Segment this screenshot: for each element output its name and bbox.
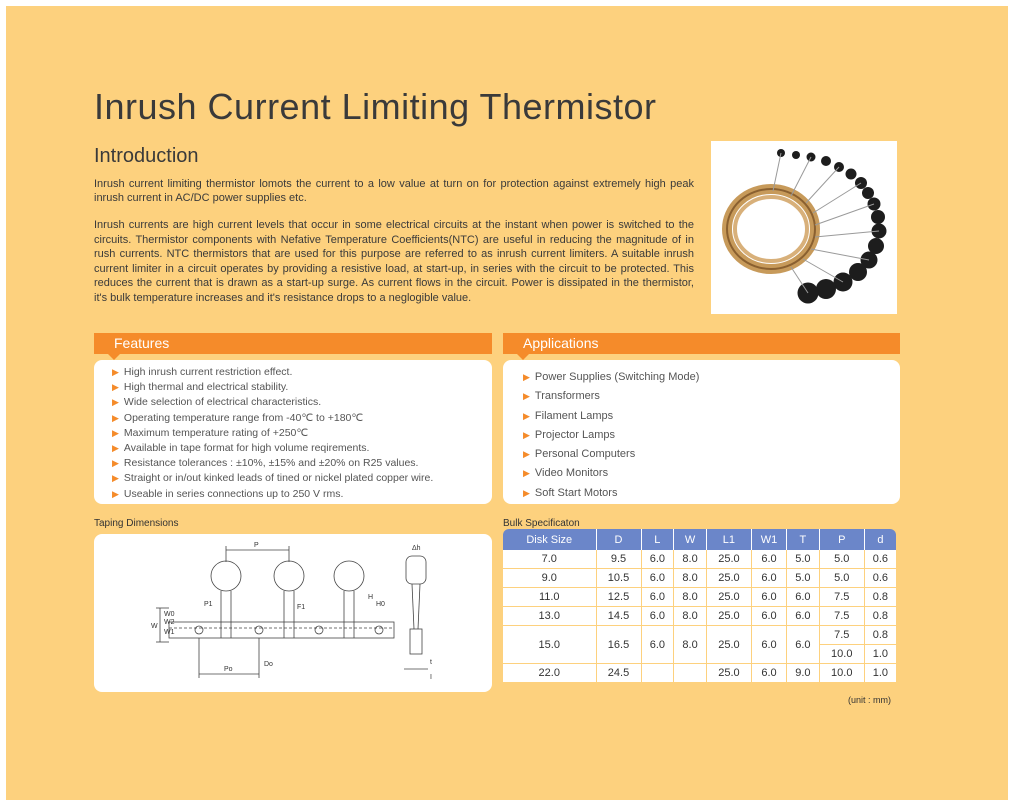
dimension-label: P1 — [204, 601, 213, 608]
list-item: ▶ Power Supplies (Switching Mode) — [523, 371, 700, 383]
taping-diagram — [94, 534, 492, 692]
list-item: ▶ Transformers — [523, 390, 600, 403]
table-cell: 5.0 — [819, 569, 864, 588]
table-cell: 7.5 — [819, 588, 864, 607]
table-row — [503, 607, 896, 626]
table-cell: 6.0 — [641, 607, 674, 626]
table-cell: 10.0 — [819, 664, 864, 683]
thermistor-reel-photo — [711, 141, 897, 314]
table-cell: 6.0 — [641, 626, 674, 664]
list-item: ▶ Maximum temperature rating of +250℃ — [112, 426, 309, 439]
list-item: ▶ Filament Lamps — [523, 409, 614, 422]
table-cell: 6.0 — [787, 588, 820, 607]
arrow-right-icon: ▶ — [112, 382, 119, 393]
table-header-row — [503, 529, 896, 550]
list-item: ▶ Resistance tolerances : ±10%, ±15% and ±20% on R25 values. — [112, 457, 419, 470]
bulk-spec-table — [503, 529, 896, 683]
table-cell: 10.5 — [596, 569, 641, 588]
table-cell: 0.8 — [864, 607, 896, 626]
table-cell: 10.0 — [819, 645, 864, 664]
table-cell: 25.0 — [706, 626, 751, 664]
table-row — [503, 588, 896, 607]
table-cell: 1.0 — [864, 664, 896, 683]
list-item: ▶ Wide selection of electrical characteristics. — [112, 396, 322, 409]
table-row — [503, 550, 896, 569]
arrow-right-icon: ▶ — [112, 397, 119, 408]
table-cell: 7.5 — [819, 626, 864, 645]
table-cell: 25.0 — [706, 607, 751, 626]
table-cell: 9.0 — [787, 664, 820, 683]
table-cell: 5.0 — [819, 550, 864, 569]
table-row — [503, 664, 896, 683]
dimension-label: W1 — [164, 629, 175, 636]
dimension-label: Do — [264, 661, 273, 668]
table-header: W — [674, 529, 707, 550]
table-cell: 0.6 — [864, 569, 896, 588]
table-cell: 7.0 — [503, 550, 596, 569]
dimension-label: H — [368, 594, 374, 601]
intro-paragraph-1: Inrush current limiting thermistor lomots the current to a low value at turn on for protection against extremely high peak inrush current in AC/DC power supplies etc. — [94, 178, 694, 204]
table-row — [503, 626, 896, 645]
table-cell: 0.8 — [864, 588, 896, 607]
intro-paragraph-2: Inrush currents are high current levels that occur in some electrical circuits at the instant when power is switched to the circuits. Thermistor components with Nefative Temperature Coefficients(NTC) are useful in reducing the magnitude of in rush currents. NTC thermistors that are used for this purpose are referred to as inrush current limiters. A suitable inrush current limiter in a circuit operates by providing a resistive load, at start-up, in series with the circuit to be protected. This reduces the current that is drawn as a start-up surge. As current flows in the circuit. Power is dissipated in the thermistor, it's bulk temperature increases and it's resistance drops to a neglogible value. — [94, 219, 694, 304]
dimension-label: F1 — [297, 604, 306, 611]
table-header: P — [819, 529, 864, 550]
list-item: ▶ Video Monitors — [523, 467, 609, 480]
table-cell: 24.5 — [596, 664, 641, 683]
dimension-label: Po — [224, 666, 233, 673]
table-cell: 9.0 — [503, 569, 596, 588]
arrow-right-icon: ▶ — [523, 391, 530, 402]
table-header: L1 — [706, 529, 751, 550]
table-cell: 16.5 — [596, 626, 641, 664]
table-cell: 8.0 — [674, 607, 707, 626]
arrow-right-icon: ▶ — [112, 458, 119, 469]
table-cell: 6.0 — [751, 626, 786, 664]
arrow-right-icon: ▶ — [112, 443, 119, 454]
table-cell: 6.0 — [641, 569, 674, 588]
taping-heading: Taping Dimensions — [94, 518, 179, 529]
table-cell: 11.0 — [503, 588, 596, 607]
table-cell: 13.0 — [503, 607, 596, 626]
dimension-label: t — [430, 659, 432, 666]
table-cell: 6.0 — [751, 607, 786, 626]
applications-box — [503, 360, 900, 504]
arrow-right-icon: ▶ — [523, 449, 530, 460]
table-cell: 6.0 — [641, 550, 674, 569]
table-cell: 6.0 — [751, 664, 786, 683]
dimension-label: H0 — [376, 601, 385, 608]
table-cell: 8.0 — [674, 569, 707, 588]
table-cell: 5.0 — [787, 569, 820, 588]
arrow-right-icon: ▶ — [112, 488, 119, 499]
table-cell: 25.0 — [706, 550, 751, 569]
table-cell: 6.0 — [787, 607, 820, 626]
table-cell: 0.8 — [864, 626, 896, 645]
table-header: Disk Size — [503, 529, 596, 550]
table-header: W1 — [751, 529, 786, 550]
table-cell: 25.0 — [706, 569, 751, 588]
table-cell: 6.0 — [751, 569, 786, 588]
dimension-label: W0 — [164, 611, 175, 618]
unit-note: (unit : mm) — [848, 695, 892, 705]
arrow-right-icon: ▶ — [112, 427, 119, 438]
features-box — [94, 360, 492, 504]
dimension-label: I — [430, 674, 432, 681]
table-cell: 25.0 — [706, 664, 751, 683]
table-cell — [641, 664, 674, 683]
features-list — [112, 365, 433, 502]
table-cell: 6.0 — [751, 550, 786, 569]
dimension-label: W — [151, 623, 158, 630]
table-cell: 1.0 — [864, 645, 896, 664]
features-band — [94, 333, 492, 354]
table-cell: 6.0 — [751, 588, 786, 607]
table-cell: 8.0 — [674, 588, 707, 607]
arrow-right-icon: ▶ — [523, 468, 530, 479]
table-cell: 7.5 — [819, 607, 864, 626]
table-cell: 5.0 — [787, 550, 820, 569]
list-item: ▶ Useable in series connections up to 250 V rms. — [112, 487, 344, 500]
table-cell: 15.0 — [503, 626, 596, 664]
table-cell: 8.0 — [674, 626, 707, 664]
list-item: ▶ Straight or in/out kinked leads of tined or nickel plated copper wire. — [112, 472, 434, 485]
list-item: ▶ Operating temperature range from -40℃ to +180℃ — [112, 411, 364, 424]
arrow-right-icon: ▶ — [112, 473, 119, 484]
arrow-right-icon: ▶ — [523, 487, 530, 498]
list-item: ▶ High inrush current restriction effect. — [112, 366, 293, 378]
table-header: T — [787, 529, 820, 550]
table-cell: 9.5 — [596, 550, 641, 569]
table-cell — [674, 664, 707, 683]
taping-diagram-box — [94, 534, 492, 692]
dimension-label: Δh — [412, 545, 421, 552]
list-item: ▶ Personal Computers — [523, 448, 636, 461]
table-row — [503, 569, 896, 588]
table-header: L — [641, 529, 674, 550]
dimension-label: W2 — [164, 619, 175, 626]
table-cell: 14.5 — [596, 607, 641, 626]
bulk-heading: Bulk Specificaton — [503, 518, 580, 529]
applications-heading: Applications — [523, 335, 599, 351]
table-header: d — [864, 529, 896, 550]
table-cell: 22.0 — [503, 664, 596, 683]
table-cell: 25.0 — [706, 588, 751, 607]
table-cell: 0.6 — [864, 550, 896, 569]
table-header: D — [596, 529, 641, 550]
arrow-right-icon: ▶ — [112, 412, 119, 423]
table-cell: 6.0 — [787, 626, 820, 664]
list-item: ▶ Projector Lamps — [523, 428, 616, 441]
introduction-heading: Introduction — [94, 145, 199, 167]
dimension-label: P — [254, 542, 259, 549]
table-cell: 6.0 — [641, 588, 674, 607]
table-cell: 8.0 — [674, 550, 707, 569]
list-item: ▶ Available in tape format for high volume reqirements. — [112, 442, 370, 455]
arrow-right-icon: ▶ — [523, 372, 530, 382]
table-cell: 12.5 — [596, 588, 641, 607]
list-item: ▶ Soft Start Motors — [523, 486, 618, 499]
arrow-right-icon: ▶ — [112, 367, 119, 377]
features-heading: Features — [114, 335, 170, 351]
list-item: ▶ High thermal and electrical stability. — [112, 381, 289, 394]
page-title: Inrush Current Limiting Thermistor — [94, 86, 657, 127]
arrow-right-icon: ▶ — [523, 410, 530, 421]
arrow-right-icon: ▶ — [523, 429, 530, 440]
applications-list — [523, 368, 699, 503]
applications-band — [503, 333, 900, 354]
